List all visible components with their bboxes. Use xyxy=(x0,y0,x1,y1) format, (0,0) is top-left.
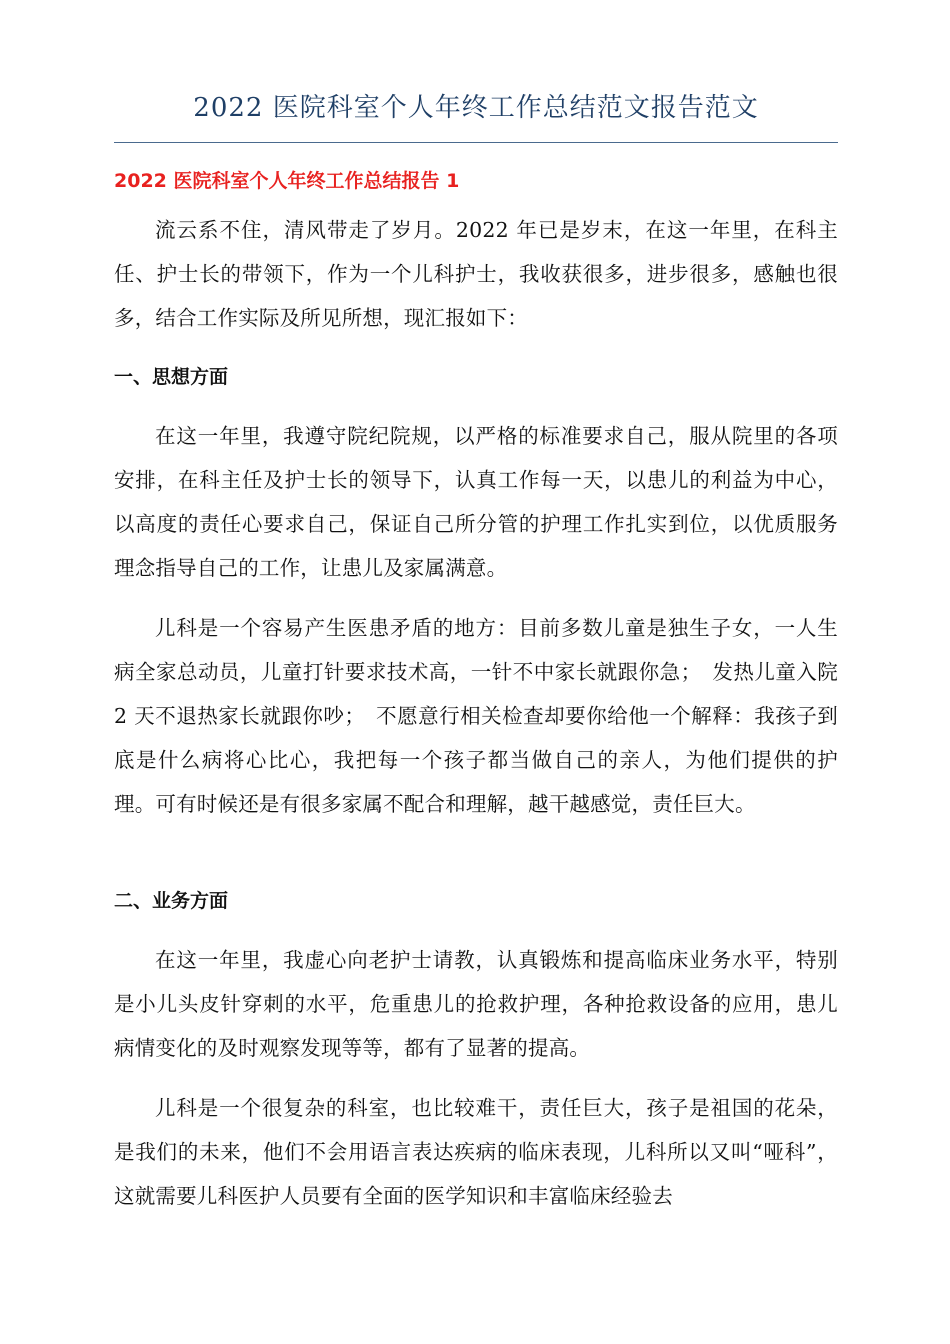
section1-paragraph-1: 在这一年里，我遵守院纪院规，以严格的标准要求自己，服从院里的各项安排，在科主任及护士长的领导下，认真工作每一天，以患儿的利益为中心，以高度的责任心要求自己，保证自己所分管的护理工作扎实到位，以优质服务理念指导自己的工作，让患儿及家属满意。 xyxy=(114,424,838,580)
document-title: 2022 医院科室个人年终工作总结范文报告范文 xyxy=(193,93,759,123)
section-heading-business: 二、业务方面 xyxy=(114,890,229,912)
report-subtitle: 2022 医院科室个人年终工作总结报告 1 xyxy=(114,170,460,192)
section2-paragraph-1: 在这一年里，我虚心向老护士请教，认真锻炼和提高临床业务水平，特别是小儿头皮针穿刺的水平，危重患儿的抢救护理，各种抢救设备的应用，患儿病情变化的及时观察发现等等，都有了显著的提高。 xyxy=(114,948,838,1060)
title-divider xyxy=(114,142,838,143)
section2-paragraph-2: 儿科是一个很复杂的科室，也比较难干，责任巨大，孩子是祖国的花朵，是我们的未来，他们不会用语言表达疾病的临床表现，儿科所以又叫“哑科”，这就需要儿科医护人员要有全面的医学知识和丰富临床经验去 xyxy=(114,1096,838,1208)
intro-paragraph: 流云系不住，清风带走了岁月。2022 年已是岁末，在这一年里，在科主任、护士长的带领下，作为一个儿科护士，我收获很多，进步很多，感触也很多，结合工作实际及所见所想，现汇报如下： xyxy=(114,218,838,330)
section1-paragraph-2: 儿科是一个容易产生医患矛盾的地方：目前多数儿童是独生子女，一人生病全家总动员，儿童打针要求技术高，一针不中家长就跟你急； 发热儿童入院 2 天不退热家长就跟你吵； 不愿意行相关检查却要你给他一个解释：我孩子到底是什么病将心比心，我把每一个孩子都当做自己的亲人，为他们提供的护理。可有时候还是有很多家属不配合和理解，越干越感觉，责任巨大。 xyxy=(114,616,838,816)
section-heading-thought: 一、思想方面 xyxy=(114,366,229,388)
